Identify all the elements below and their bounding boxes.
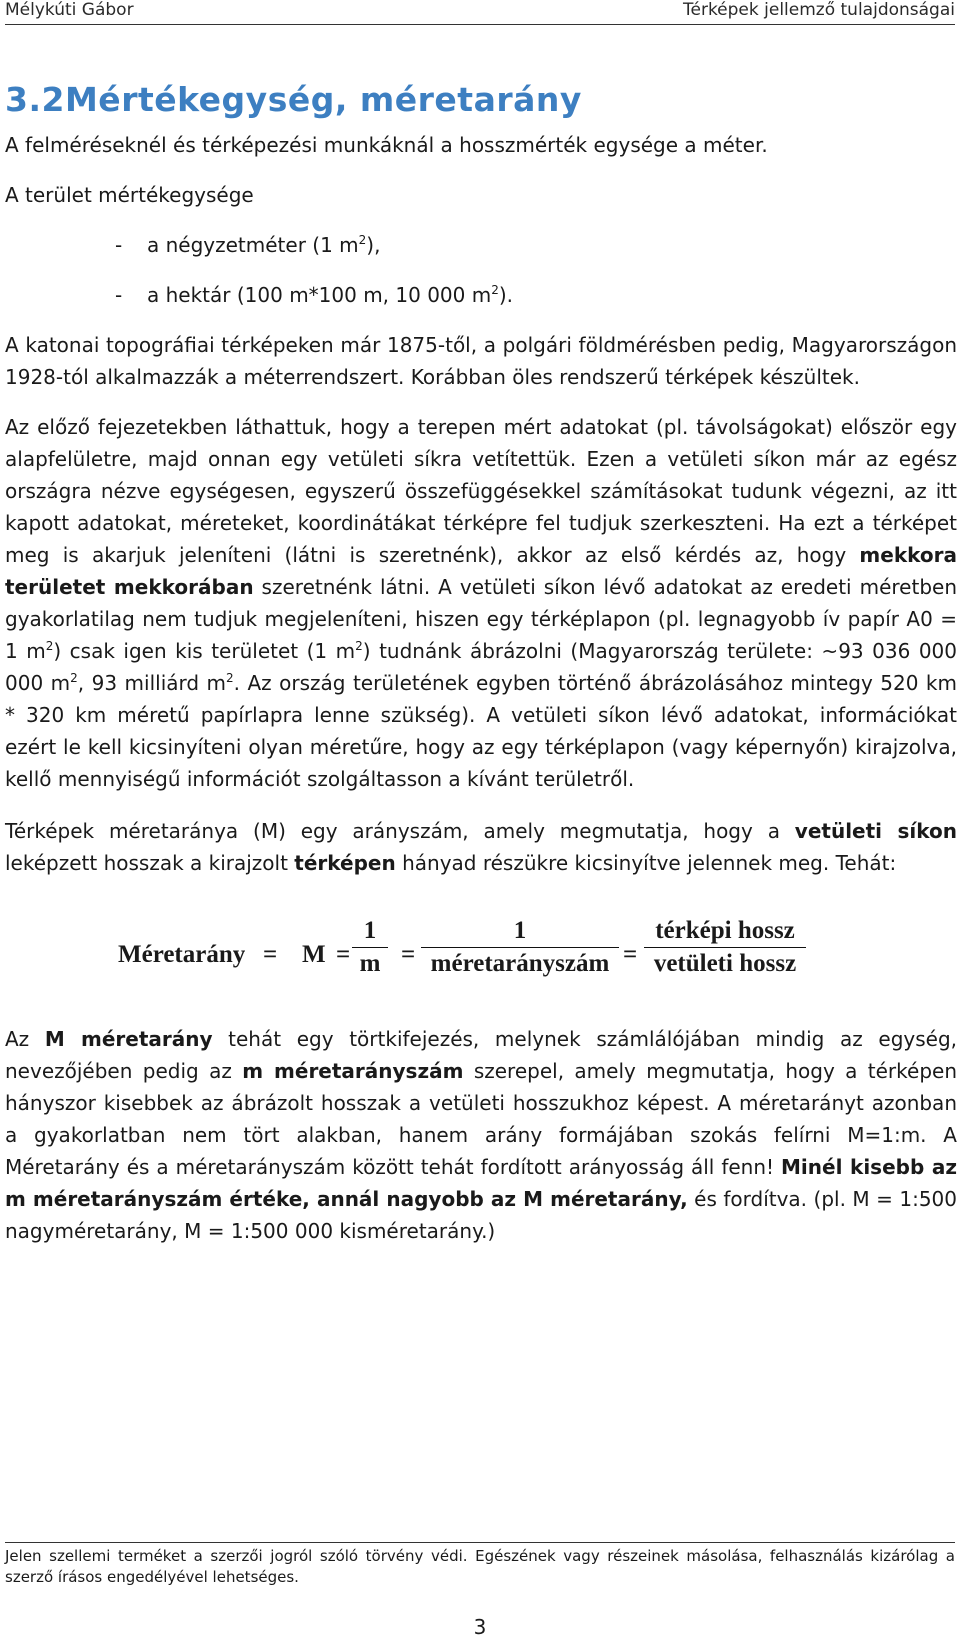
header-title: Térképek jellemző tulajdonságai — [683, 0, 955, 20]
area-unit-list — [5, 229, 957, 311]
copyright-footer: Jelen szellemi terméket a szerzői jogról szóló törvény védi. Egészének vagy részeinek másolása, felhasználás kizárólag a szerző írásos engedélyével lehetséges. — [5, 1542, 955, 1588]
section-heading — [5, 80, 957, 119]
dash-bullet: - — [115, 283, 123, 307]
list-item: - a négyzetméter (1 $m^2$), — [115, 229, 957, 261]
paragraph-area-unit: A terület mértékegysége — [5, 183, 254, 207]
paragraph-scale-explanation: Az M méretarány tehát egy törtkifejezés, melynek számlálójában mindig az egység, nevezőjében pedig az m méretarányszám szerepel, amely megmutatja, hogy a térképen hányszor kisebbek az ábrázolt hosszak a vetületi hosszukhoz képest. A méretarányt azonban a gyakorlatban nem tört alakban, hanem arány formájában szokás felírni M=1:m. A Méretarány és a méretarányszám között tehát fordított arányosság áll fenn! Minél kisebb az m méretarányszám értéke, annál nagyobb az M méretarány, és fordítva. (pl. M = 1:500 nagyméretarány, M = 1:500 000 kisméretarány.) — [5, 1027, 958, 1243]
section-title: Mértékegység, méretarány — [64, 80, 582, 119]
list-item: - a hektár (100 m*100 m, 10 000 $m^2$). — [115, 279, 957, 311]
section-number: 3.2 — [5, 80, 65, 119]
fraction-one-over-m: 1 m — [352, 917, 388, 978]
paragraph-scale-definition: Térképek méretaránya (M) egy arányszám, amely megmutatja, hogy a vetületi síkon leképzett hosszak a kirajzolt térképen hányad részükre kicsinyítve jelennek meg. Tehát: — [5, 819, 957, 875]
scale-formula — [5, 917, 957, 997]
fraction-one-over-scale-number: 1 méretarányszám — [421, 917, 619, 978]
paragraph-projection: Az előző fejezetekben láthattuk, hogy a terepen mért adatokat (pl. távolságokat) először egy alapfelületre, majd onnan egy vetületi síkra vetítettük. Ezen a vetületi síkon már az egész országra nézve egységesen, egyszerű összefüggésekkel számításokat tudunk végezni, az itt kapott adatokat, méreteket, koordinátákat térképre fel tudjuk szerkeszteni. Ha ezt a térképet meg is akarjuk jeleníteni (látni is szeretnénk), akkor az első kérdés az, hogy mekkora területet mekkorában szeretnénk látni. A vetületi síkon lévő adatokat az eredeti méretben gyakorlatilag nem tudjuk megjeleníteni, hiszen egy térképlapon (pl. legnagyobb ív papír A0 = 1 $m^2$) csak igen kis területet (1 $m^2$) tudnánk ábrázolni (Magyarország területe: ~93 036 000 000 $m^2$, 93 milliárd $m^2$. Az ország területének egyben történő ábrázolásához mintegy 520 km * 320 km méretű papírlapra lenne szükség). A vetületi síkon lévő adatokat, információkat ezért le kell kicsinyíteni olyan méretűre, hogy az egy térképlapon (vagy képernyőn) kirajzolva, kellő mennyiségű információt szolgáltasson a kívánt területről. — [5, 415, 957, 791]
formula-equals: = — [336, 941, 351, 968]
formula-equals: = — [263, 941, 278, 968]
paragraph-unit: A felméréseknél és térképezési munkáknál a hosszmérték egysége a méter. — [5, 133, 768, 157]
fraction-bar — [421, 947, 619, 948]
formula-label: Méretarány — [118, 941, 246, 968]
page-content — [5, 70, 957, 1247]
formula-m-symbol: M — [302, 941, 326, 968]
page-header — [5, 0, 955, 25]
fraction-bar — [352, 947, 388, 948]
fraction-bar — [644, 947, 806, 948]
formula-equals: = — [401, 941, 416, 968]
paragraph-history: A katonai topográfiai térképeken már 1875-től, a polgári földmérésben pedig, Magyarországon 1928-tól alkalmazzák a méterrendszert. Korábban öles rendszerű térképek készültek. — [5, 333, 957, 389]
header-author: Mélykúti Gábor — [5, 0, 134, 20]
page-number: 3 — [473, 1615, 487, 1639]
fraction-map-over-projection: térképi hossz vetületi hossz — [644, 917, 806, 978]
formula-equals: = — [623, 941, 638, 968]
dash-bullet: - — [115, 233, 123, 257]
